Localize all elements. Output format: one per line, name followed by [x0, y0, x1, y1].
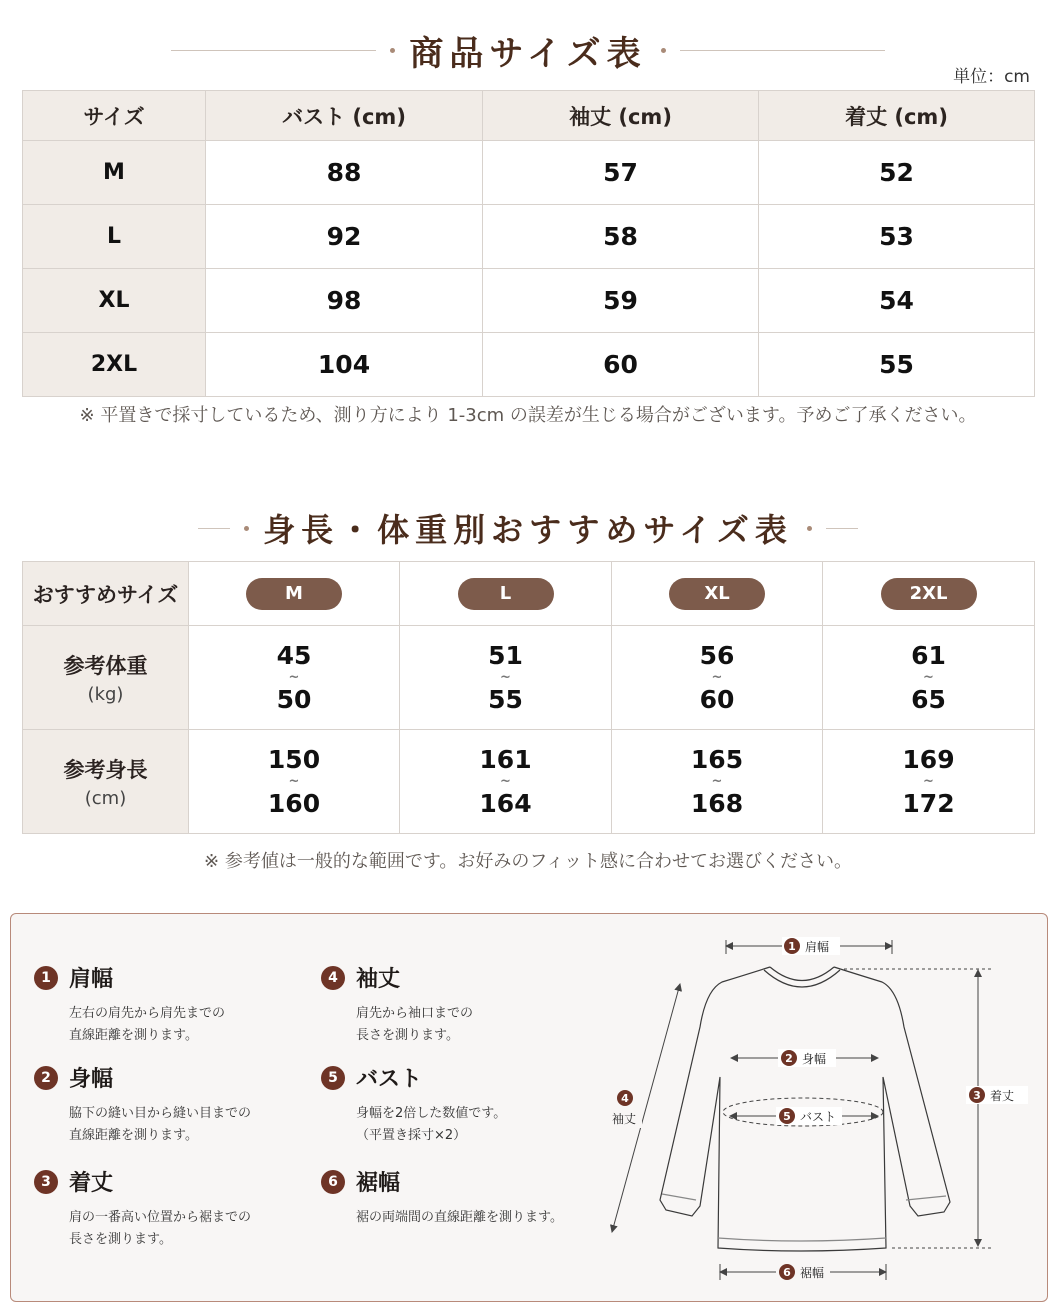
number-badge-4: 4: [321, 966, 345, 990]
desc-line: 肩の一番高い位置から裾までの: [69, 1210, 252, 1225]
table-row: [23, 141, 1035, 205]
table-row: [23, 333, 1035, 397]
unit-label: 単位：cm: [953, 67, 1030, 87]
sleeve-cell: 59: [483, 269, 759, 333]
size-cell: L: [23, 205, 206, 269]
guide-item-sleeve: [321, 962, 473, 1047]
weight-row: [23, 626, 1035, 730]
desc-line: （平置き採寸×2）: [356, 1128, 467, 1143]
weight-cell: [612, 626, 823, 730]
recommend-title-row: [0, 505, 1056, 551]
desc-line: 長さを測ります。: [356, 1028, 459, 1043]
sleeve-cell: 57: [483, 141, 759, 205]
size-chart-title-row: [0, 26, 1056, 75]
column-header: サイズ: [23, 91, 206, 141]
height-max: 172: [902, 788, 955, 818]
height-cell: [823, 730, 1035, 834]
size-cell: 2XL: [23, 333, 206, 397]
size-chart-title: 商品サイズ表: [409, 34, 647, 74]
tilde: ~: [711, 669, 723, 685]
sweater-diagram: [600, 932, 1030, 1292]
title-rule: [826, 528, 858, 529]
weight-cell: [823, 626, 1035, 730]
weight-cell: [400, 626, 612, 730]
tilde: ~: [711, 773, 723, 789]
guide-item-label: バスト: [356, 1067, 423, 1092]
weight-unit: (kg): [87, 684, 124, 705]
size-pill: L: [458, 578, 554, 610]
height-max: 168: [690, 788, 744, 818]
bust-cell: 104: [206, 333, 483, 397]
sleeve-cell: 60: [483, 333, 759, 397]
guide-item-bust: [321, 1062, 506, 1147]
title-rule: [198, 528, 230, 529]
badge-number: 4: [621, 1092, 629, 1105]
desc-line: 直線距離を測ります。: [69, 1128, 198, 1143]
desc-line: 裾の両端間の直線距離を測ります。: [356, 1210, 563, 1225]
title-rule: [171, 50, 376, 51]
weight-min: 45: [276, 640, 312, 670]
recommend-size-label: おすすめサイズ: [23, 562, 189, 626]
size-pill: XL: [669, 578, 765, 610]
number-badge-5: 5: [321, 1066, 345, 1090]
bust-cell: 98: [206, 269, 483, 333]
height-cell: [612, 730, 823, 834]
guide-item-desc: [356, 1003, 473, 1047]
bust-cell: 92: [206, 205, 483, 269]
tilde: ~: [500, 669, 511, 685]
badge-number: 1: [788, 940, 796, 953]
height-label: 参考身長: [63, 758, 148, 782]
desc-line: 直線距離を測ります。: [69, 1028, 198, 1043]
tilde: ~: [923, 669, 934, 685]
title-dot: [661, 48, 666, 53]
size-cell: [400, 562, 612, 626]
diagram-label-length: 着丈: [990, 1089, 1015, 1103]
size-cell: M: [23, 141, 206, 205]
weight-max: 60: [699, 684, 735, 714]
title-dot: [244, 526, 249, 531]
guide-item-desc: [69, 1103, 251, 1147]
height-min: 161: [479, 744, 532, 774]
size-pill: M: [246, 578, 342, 610]
guide-item-label: 袖丈: [356, 967, 401, 992]
column-header: 着丈 (cm): [759, 91, 1035, 141]
guide-item-hem: [321, 1166, 563, 1229]
height-max: 164: [479, 788, 532, 818]
height-min: 165: [690, 744, 744, 774]
diagram-label-hem: 裾幅: [800, 1266, 825, 1280]
guide-item-label: 身幅: [69, 1067, 114, 1092]
guide-item-length: [34, 1166, 251, 1251]
badge-number: 2: [785, 1052, 793, 1065]
title-dot: [807, 526, 812, 531]
title-rule: [680, 50, 885, 51]
height-row-header: [23, 730, 189, 834]
size-cell: [612, 562, 823, 626]
tilde: ~: [500, 773, 511, 789]
number-badge-2: 2: [34, 1066, 58, 1090]
weight-min: 51: [488, 640, 523, 670]
guide-item-label: 肩幅: [69, 967, 114, 992]
height-min: 150: [267, 744, 321, 774]
title-dot: [390, 48, 395, 53]
badge-number: 6: [783, 1266, 791, 1279]
weight-max: 65: [911, 684, 946, 714]
number-badge-3: 3: [34, 1170, 58, 1194]
length-cell: 53: [759, 205, 1035, 269]
tilde: ~: [288, 669, 300, 685]
bust-cell: 88: [206, 141, 483, 205]
column-header: 袖丈 (cm): [483, 91, 759, 141]
table-row: [23, 205, 1035, 269]
length-cell: 54: [759, 269, 1035, 333]
guide-item-desc: [356, 1103, 506, 1147]
length-cell: 52: [759, 141, 1035, 205]
table-header-row: [23, 91, 1035, 141]
weight-cell: [189, 626, 400, 730]
weight-label: 参考体重: [63, 654, 148, 678]
height-cell: [189, 730, 400, 834]
recommend-note: ※ 参考値は一般的な範囲です。お好みのフィット感に合わせてお選びください。: [204, 851, 852, 872]
weight-min: 56: [699, 640, 735, 670]
badge-number: 5: [783, 1110, 791, 1123]
recommend-table: [22, 561, 1035, 834]
column-header: バスト (cm): [206, 91, 483, 141]
sleeve-cell: 58: [483, 205, 759, 269]
desc-line: 肩先から袖口までの: [356, 1006, 474, 1021]
recommend-title: 身長・体重別おすすめサイズ表: [263, 511, 793, 549]
recommend-size-row: [23, 562, 1035, 626]
height-cell: [400, 730, 612, 834]
tilde: ~: [288, 773, 300, 789]
size-pill: 2XL: [881, 578, 977, 610]
size-table: [22, 90, 1035, 397]
badge-number: 3: [973, 1089, 981, 1102]
height-row: [23, 730, 1035, 834]
guide-item-desc: [356, 1207, 563, 1229]
height-max: 160: [267, 788, 321, 818]
guide-item-label: 着丈: [69, 1171, 114, 1196]
desc-line: 長さを測ります。: [69, 1232, 172, 1247]
desc-line: 身幅を2倍した数値です。: [356, 1106, 507, 1121]
guide-item-desc: [69, 1207, 251, 1251]
weight-max: 55: [488, 684, 523, 714]
diagram-label-body: 身幅: [802, 1052, 827, 1066]
length-cell: 55: [759, 333, 1035, 397]
height-min: 169: [902, 744, 955, 774]
number-badge-6: 6: [321, 1170, 345, 1194]
desc-line: 脇下の縫い目から縫い目までの: [69, 1106, 252, 1121]
guide-item-label: 裾幅: [356, 1171, 401, 1196]
desc-line: 左右の肩先から肩先までの: [69, 1006, 226, 1021]
number-badge-1: 1: [34, 966, 58, 990]
weight-max: 50: [276, 684, 312, 714]
diagram-label-bust: バスト: [800, 1110, 837, 1124]
table-row: [23, 269, 1035, 333]
diagram-label-sleeve: 袖丈: [611, 1112, 637, 1126]
size-chart-note: ※ 平置きで採寸しているため、測り方により 1-3cm の誤差が生じる場合がございます。予めご了承ください。: [79, 405, 977, 426]
guide-item-desc: [69, 1003, 225, 1047]
size-cell: [189, 562, 400, 626]
size-cell: XL: [23, 269, 206, 333]
height-unit: (cm): [84, 788, 127, 809]
tilde: ~: [923, 773, 934, 789]
weight-min: 61: [911, 640, 946, 670]
weight-row-header: [23, 626, 189, 730]
size-cell: [823, 562, 1035, 626]
guide-item-shoulder: [34, 962, 225, 1047]
guide-item-body-width: [34, 1062, 251, 1147]
diagram-label-shoulder: 肩幅: [805, 940, 830, 954]
